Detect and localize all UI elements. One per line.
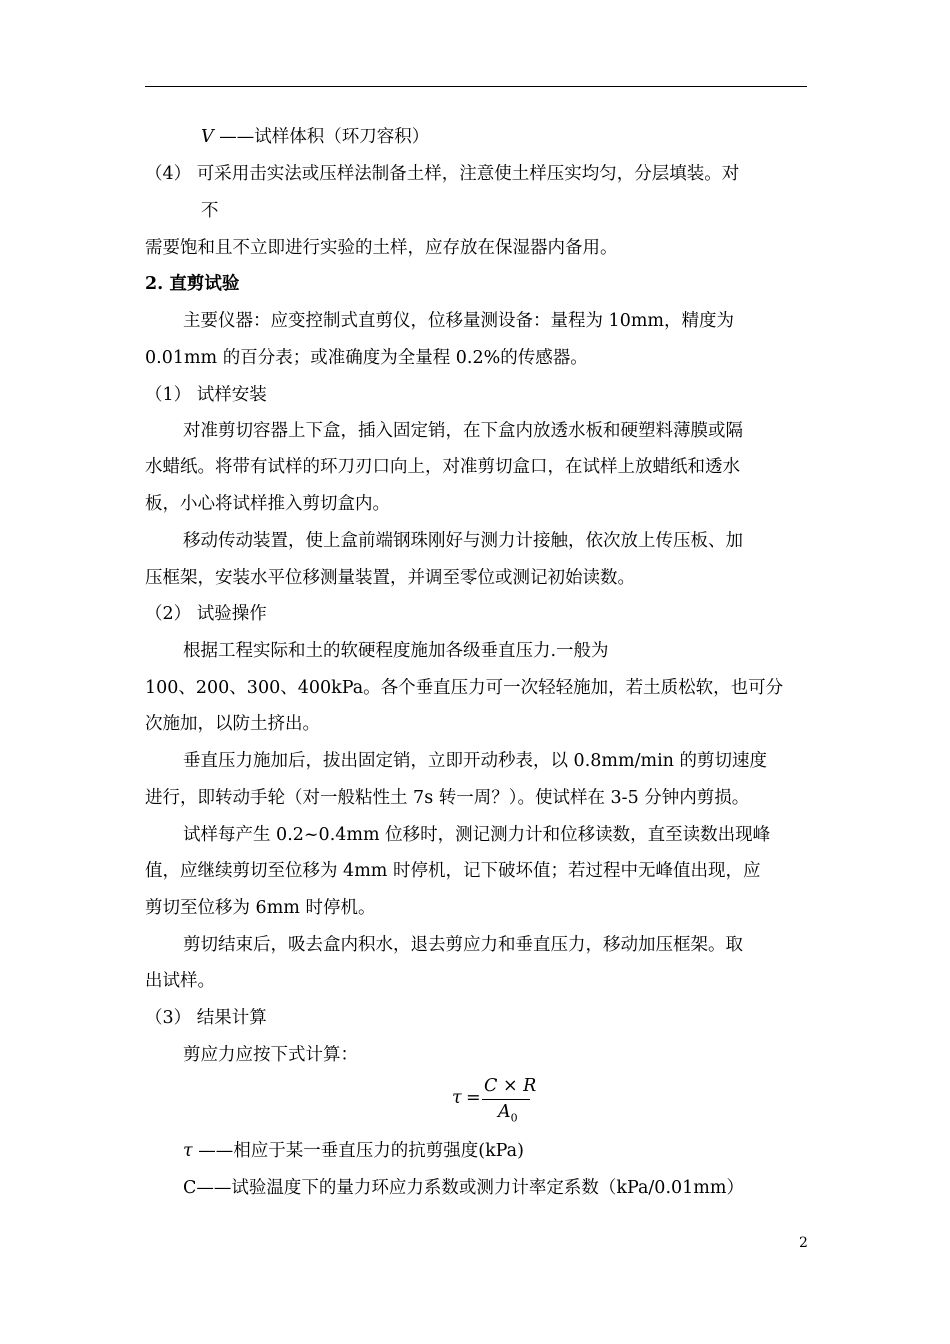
text-line-install-2: 水蜡纸。将带有试样的环刀刃口向上，对准剪切盒口，在试样上放蜡纸和透水 bbox=[145, 457, 740, 477]
subheading-sample-install: （1） 试样安装 bbox=[145, 385, 267, 405]
text-line-speed-1: 垂直压力施加后，拔出固定销，立即开动秒表，以 0.8mm/min 的剪切速度 bbox=[183, 751, 768, 771]
header-rule bbox=[145, 86, 807, 87]
text-line-pressure-1: 根据工程实际和土的软硬程度施加各级垂直压力.一般为 bbox=[183, 641, 609, 661]
text-line-instruments-2: 0.01mm 的百分表；或准确度为全量程 0.2%的传感器。 bbox=[145, 348, 588, 368]
formula-equals: = bbox=[466, 1088, 481, 1108]
fraction-bar bbox=[482, 1099, 530, 1100]
text-line-storage: 需要饱和且不立即进行实验的土样，应存放在保湿器内备用。 bbox=[145, 238, 618, 258]
text-line-reading-1: 试样每产生 0.2~0.4mm 位移时，测记测力计和位移读数，直至读数出现峰 bbox=[183, 825, 771, 845]
text-line-c-def: C——试验温度下的量力环应力系数或测力计率定系数（kPa/0.01mm） bbox=[183, 1178, 744, 1198]
text-line-speed-2: 进行，即转动手轮（对一般粘性土 7s 转一周？）。使试样在 3-5 分钟内剪损。 bbox=[145, 788, 750, 808]
section-heading-direct-shear: 2. 直剪试验 bbox=[145, 274, 240, 294]
text-line-finish-2: 出试样。 bbox=[145, 971, 215, 991]
text-line-step4: （4） 可采用击实法或压样法制备土样，注意使土样压实均匀，分层填装。对 bbox=[145, 164, 740, 184]
formula-denominator: $A_0$ bbox=[498, 1102, 518, 1125]
formula-lhs: τ bbox=[452, 1088, 462, 1108]
text-line-volume: V ——试样体积（环刀容积） bbox=[201, 127, 430, 147]
page-number: 2 bbox=[799, 1235, 808, 1251]
subheading-test-operation: （2） 试验操作 bbox=[145, 604, 267, 624]
text-line-finish-1: 剪切结束后，吸去盒内积水，退去剪应力和垂直压力，移动加压框架。取 bbox=[183, 935, 743, 955]
text-line-drive-2: 压框架，安装水平位移测量装置，并调至零位或测记初始读数。 bbox=[145, 568, 635, 588]
text-line-reading-2: 值，应继续剪切至位移为 4mm 时停机，记下破坏值；若过程中无峰值出现，应 bbox=[145, 861, 761, 881]
text-line-reading-3: 剪切至位移为 6mm 时停机。 bbox=[145, 898, 376, 918]
text-line-pressure-3: 次施加，以防土挤出。 bbox=[145, 714, 320, 734]
subheading-result-calc: （3） 结果计算 bbox=[145, 1008, 267, 1028]
shear-stress-formula bbox=[452, 1072, 562, 1132]
text-line-drive-1: 移动传动装置，使上盒前端钢珠刚好与测力计接触，依次放上传压板、加 bbox=[183, 531, 743, 551]
text-line-formula-intro: 剪应力应按下式计算： bbox=[183, 1045, 358, 1065]
text-line-install-1: 对准剪切容器上下盒，插入固定销，在下盒内放透水板和硬塑料薄膜或隔 bbox=[183, 421, 743, 441]
text-line-step4-wrap: 不 bbox=[201, 201, 219, 221]
text-line-pressure-2: 100、200、300、400kPa。各个垂直压力可一次轻轻施加，若土质松软，也可分 bbox=[145, 678, 784, 698]
text-line-tau-def: τ ——相应于某一垂直压力的抗剪强度(kPa) bbox=[183, 1141, 524, 1161]
formula-numerator: C × R bbox=[484, 1076, 537, 1096]
text-line-install-3: 板，小心将试样推入剪切盒内。 bbox=[145, 494, 390, 514]
text-line-instruments: 主要仪器：应变控制式直剪仪，位移量测设备：量程为 10mm，精度为 bbox=[183, 311, 735, 331]
